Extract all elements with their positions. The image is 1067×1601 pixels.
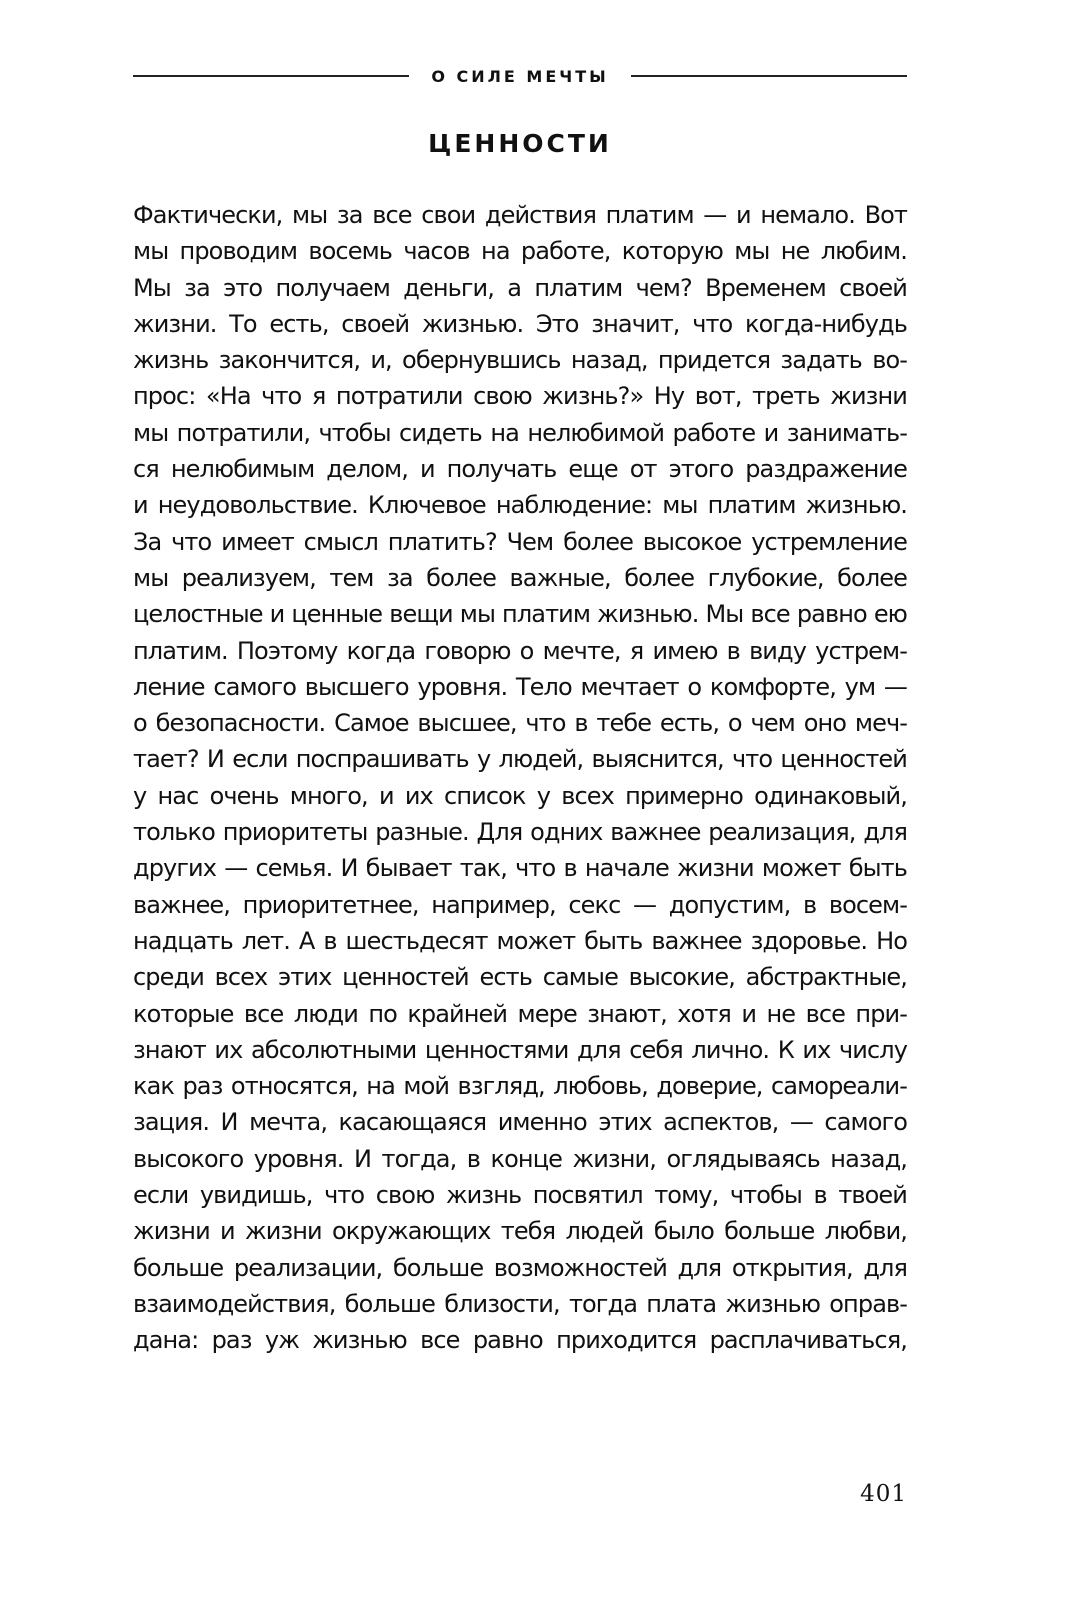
- text-line: Мы за это получаем деньги, а платим чем? Временем своей: [133, 273, 907, 302]
- text-line: мы реализуем, тем за более важные, более глубокие, более: [133, 563, 907, 592]
- text-line: целостные и ценные вещи мы платим жизнью. Мы все равно ею: [133, 600, 907, 629]
- text-line: мы потратили, чтобы сидеть на нелюбимой работе и занимать-: [133, 418, 907, 447]
- text-line: жизни. То есть, своей жизнью. Это значит, что когда-нибудь: [133, 309, 907, 338]
- text-line: ся нелюбимым делом, и получать еще от этого раздражение: [133, 455, 907, 484]
- text-line: надцать лет. А в шестьдесят может быть важнее здоровье. Но: [133, 926, 907, 955]
- text-line: тает? И если поспрашивать у людей, выяснится, что ценностей: [133, 745, 907, 774]
- text-line: ление самого высшего уровня. Тело мечтает о комфорте, ум —: [133, 672, 907, 701]
- header-rule-right: [631, 75, 907, 77]
- text-line: прос: «На что я потратили свою жизнь?» Ну вот, треть жизни: [133, 382, 907, 411]
- text-line: и неудовольствие. Ключевое наблюдение: мы платим жизнью.: [133, 491, 907, 520]
- header-rule-left: [133, 75, 409, 77]
- text-line: жизнь закончится, и, обернувшись назад, придется задать во-: [133, 346, 907, 375]
- text-line: взаимодействия, больше близости, тогда плата жизнью оправ-: [133, 1289, 907, 1318]
- text-line: других — семья. И бывает так, что в начале жизни может быть: [133, 854, 907, 883]
- body-text: [133, 197, 907, 1359]
- text-line: как раз относятся, на мой взгляд, любовь, доверие, самореали-: [133, 1072, 907, 1101]
- text-line: мы проводим восемь часов на работе, которую мы не любим.: [133, 237, 907, 266]
- text-line: Фактически, мы за все свои действия платим — и немало. Вот: [133, 201, 907, 229]
- text-line: важнее, приоритетнее, например, секс — допустим, в восем-: [133, 890, 907, 919]
- text-line: платим. Поэтому когда говорю о мечте, я имею в виду устрем-: [133, 636, 907, 665]
- text-line: высокого уровня. И тогда, в конце жизни, оглядываясь назад,: [133, 1144, 907, 1173]
- text-line: у нас очень много, и их список у всех примерно одинаковый,: [133, 781, 907, 810]
- text-line: больше реализации, больше возможностей для открытия, для: [133, 1253, 907, 1282]
- text-line: За что имеет смысл платить? Чем более высокое устремление: [133, 527, 907, 556]
- page-number: 401: [860, 1481, 907, 1507]
- section-title: ЦЕННОСТИ: [428, 129, 612, 158]
- running-title: О СИЛЕ МЕЧТЫ: [431, 66, 609, 86]
- text-line: которые все люди по крайней мере знают, хотя и не все при-: [133, 999, 907, 1028]
- text-line: о безопасности. Самое высшее, что в тебе есть, о чем оно меч-: [133, 709, 907, 738]
- text-line: среди всех этих ценностей есть самые высокие, абстрактные,: [133, 963, 907, 992]
- running-header: [133, 62, 907, 90]
- text-line: жизни и жизни окружающих тебя людей было больше любви,: [133, 1217, 907, 1246]
- text-line: только приоритеты разные. Для одних важнее реализация, для: [133, 818, 907, 847]
- text-line: дана: раз уж жизнью все равно приходится расплачиваться,: [133, 1326, 907, 1355]
- text-line: зация. И мечта, касающаяся именно этих аспектов, — самого: [133, 1108, 907, 1137]
- text-line: знают их абсолютными ценностями для себя лично. К их числу: [133, 1035, 907, 1064]
- text-line: если увидишь, что свою жизнь посвятил тому, чтобы в твоей: [133, 1181, 907, 1210]
